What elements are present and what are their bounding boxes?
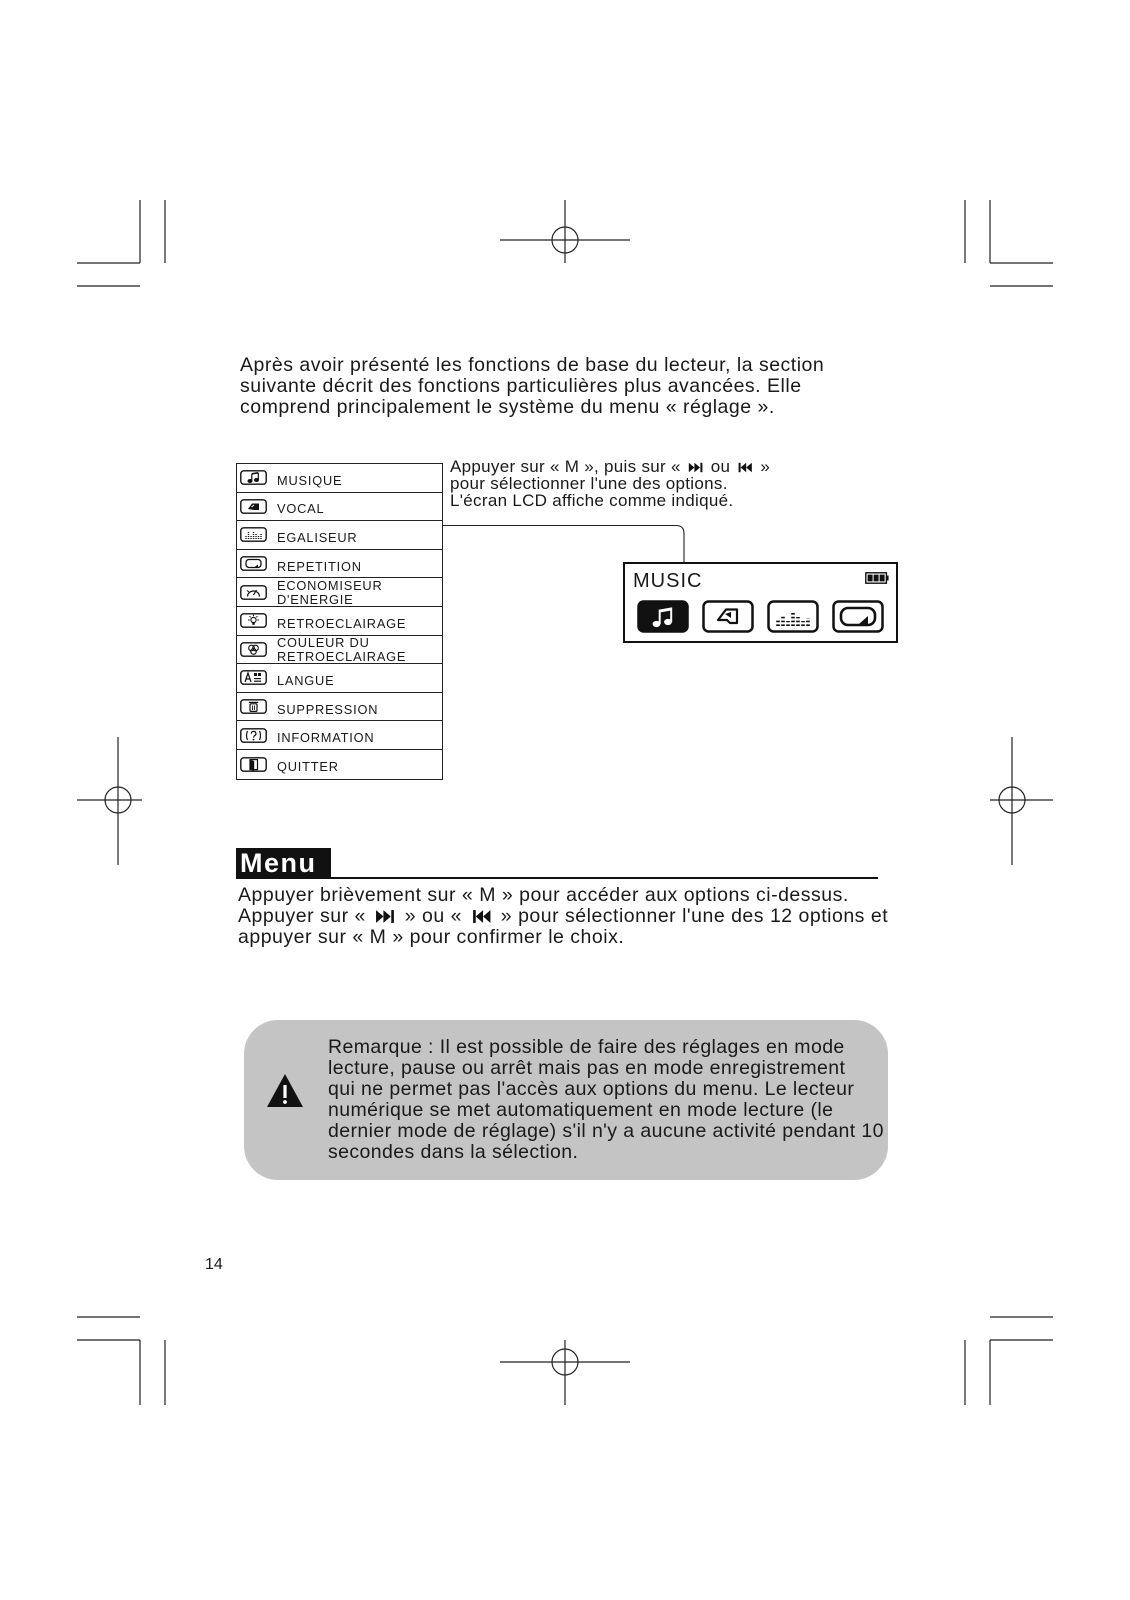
next-track-icon bbox=[375, 909, 396, 924]
menu-list-label-line: QUITTER bbox=[277, 759, 339, 775]
callout-line: pour sélectionner l'une des options. bbox=[450, 474, 728, 493]
equalizer-icon bbox=[240, 527, 267, 542]
backlight-color-icon bbox=[240, 642, 267, 657]
intro-line: suivante décrit des fonctions particulières plus avancées. Elle bbox=[240, 375, 802, 397]
note-text bbox=[328, 1037, 884, 1163]
menu-list-label-line: LANGUE bbox=[277, 672, 335, 688]
lcd-icon-row bbox=[637, 600, 884, 633]
warning-icon bbox=[266, 1073, 304, 1108]
menu-options-list bbox=[236, 463, 443, 780]
menu-list-label bbox=[277, 635, 406, 664]
note-line: numérique se met automatiquement en mode lecture (le bbox=[328, 1099, 834, 1121]
delete-icon bbox=[240, 699, 267, 714]
music-note-icon bbox=[637, 600, 689, 633]
repeat-icon bbox=[240, 556, 267, 571]
menu-list-label-line: EGALISEUR bbox=[277, 529, 358, 545]
registration-mark-bottom bbox=[500, 1340, 630, 1405]
menu-list-label-line: ECONOMISEUR bbox=[277, 577, 383, 593]
note-line: lecture, pause ou arrêt mais pas en mode enregistrement bbox=[328, 1057, 846, 1079]
crop-mark-top-left bbox=[77, 200, 165, 286]
registration-mark-right bbox=[990, 737, 1053, 865]
menu-instructions-line bbox=[238, 906, 888, 927]
menu-instructions-text: » ou « bbox=[398, 905, 468, 927]
battery-full-icon bbox=[865, 572, 889, 584]
menu-instructions-text: » pour sélectionner l'une des 12 options et bbox=[494, 905, 889, 927]
info-icon bbox=[240, 728, 267, 743]
note-box bbox=[244, 1020, 888, 1180]
menu-list-label bbox=[277, 525, 357, 545]
menu-list-label-line: INFORMATION bbox=[277, 730, 375, 746]
menu-list-label bbox=[277, 697, 378, 717]
prev-track-icon bbox=[471, 909, 492, 924]
power-save-icon bbox=[240, 585, 267, 600]
equalizer-icon bbox=[767, 600, 819, 633]
crop-mark-top-right bbox=[965, 200, 1053, 286]
callout-text: ou bbox=[705, 457, 736, 476]
note-line: qui ne permet pas l'accès aux options du menu. Le lecteur bbox=[328, 1078, 855, 1100]
menu-list-item bbox=[237, 721, 442, 750]
menu-list-item bbox=[237, 693, 442, 722]
callout-line: L'écran LCD affiche comme indiqué. bbox=[450, 491, 734, 510]
callout-line bbox=[450, 458, 770, 475]
note-line: Remarque : Il est possible de faire des réglages en mode bbox=[328, 1036, 845, 1058]
menu-instructions-line: Appuyer brièvement sur « M » pour accéder aux options ci-dessus. bbox=[238, 884, 849, 906]
menu-list-label bbox=[277, 754, 339, 774]
language-icon bbox=[240, 670, 267, 685]
backlight-icon bbox=[240, 613, 267, 628]
menu-list-item bbox=[237, 550, 442, 579]
menu-list-item bbox=[237, 493, 442, 522]
repeat-icon bbox=[832, 600, 884, 633]
menu-list-label-line: D'ENERGIE bbox=[277, 591, 354, 607]
page-number: 14 bbox=[205, 1256, 223, 1273]
menu-list-label bbox=[277, 725, 374, 745]
registration-mark-top bbox=[500, 200, 630, 263]
menu-list-item bbox=[237, 578, 442, 607]
intro-paragraph bbox=[240, 355, 824, 418]
menu-list-label-line: COULEUR DU bbox=[277, 634, 370, 650]
section-heading-rule bbox=[331, 877, 878, 879]
menu-list-label bbox=[277, 496, 324, 516]
menu-list-item bbox=[237, 664, 442, 693]
crop-mark-bottom-left bbox=[77, 1317, 165, 1405]
note-line: dernier mode de réglage) s'il n'y a aucune activité pendant 10 bbox=[328, 1120, 884, 1142]
menu-list-item bbox=[237, 750, 442, 779]
menu-list-item bbox=[237, 636, 442, 665]
menu-instructions-text: Appuyer sur « bbox=[238, 905, 372, 927]
prev-track-icon bbox=[737, 462, 753, 473]
intro-line: Après avoir présenté les fonctions de base du lecteur, la section bbox=[240, 354, 825, 376]
menu-list-label-line: RETROECLAIRAGE bbox=[277, 648, 407, 664]
music-note-icon bbox=[240, 470, 267, 485]
menu-list-label-line: SUPPRESSION bbox=[277, 701, 379, 717]
callout-text: » bbox=[755, 457, 771, 476]
callout-text: Appuyer sur « M », puis sur « bbox=[450, 457, 686, 476]
menu-list-label-line: MUSIQUE bbox=[277, 472, 343, 488]
menu-list-label bbox=[277, 468, 342, 488]
menu-list-label-line: VOCAL bbox=[277, 501, 325, 517]
exit-icon bbox=[240, 757, 267, 772]
next-track-icon bbox=[688, 462, 704, 473]
menu-instructions bbox=[238, 885, 888, 948]
crop-mark-bottom-right bbox=[965, 1317, 1053, 1405]
lcd-screen bbox=[623, 562, 898, 643]
callout-connector-line bbox=[442, 526, 684, 563]
vocal-icon bbox=[240, 499, 267, 514]
section-heading: Menu bbox=[236, 848, 331, 879]
menu-list-label bbox=[277, 578, 383, 607]
note-line: secondes dans la sélection. bbox=[328, 1141, 579, 1163]
vocal-icon bbox=[702, 600, 754, 633]
intro-line: comprend principalement le système du menu « réglage ». bbox=[240, 396, 775, 418]
menu-list-item bbox=[237, 521, 442, 550]
menu-list-label bbox=[277, 668, 334, 688]
lcd-callout-text bbox=[450, 458, 770, 509]
menu-instructions-line: appuyer sur « M » pour confirmer le choix. bbox=[238, 926, 625, 948]
menu-list-item bbox=[237, 607, 442, 636]
menu-list-label-line: RETROECLAIRAGE bbox=[277, 615, 407, 631]
menu-list-item bbox=[237, 464, 442, 493]
menu-list-label bbox=[277, 554, 362, 574]
lcd-title: MUSIC bbox=[633, 570, 703, 592]
menu-list-label-line: REPETITION bbox=[277, 558, 362, 574]
registration-mark-left bbox=[77, 737, 142, 865]
menu-list-label bbox=[277, 611, 406, 631]
